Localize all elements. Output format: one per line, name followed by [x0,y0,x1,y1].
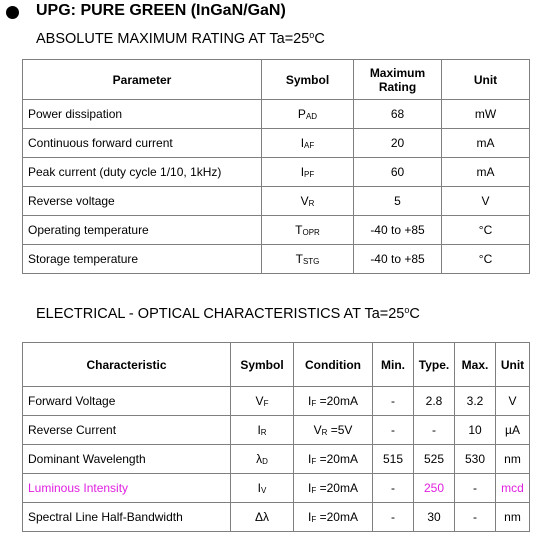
symbol-letter: I [257,481,261,495]
eo-table [22,342,530,532]
max-cell: - [455,503,496,532]
max-cell: - [455,474,496,503]
unit-cell: V [496,387,530,416]
typ-cell: 2.8 [414,387,455,416]
symbol-letter: Δλ [254,510,269,524]
condition-subscript: F [311,486,317,495]
condition-subscript: F [311,399,317,408]
table-row [23,387,530,416]
symbol-letter: I [300,165,305,179]
unit-cell: µA [496,416,530,445]
symbol-subscript: R [308,199,315,208]
condition-subscript: F [311,515,317,524]
symbol-subscript: AF [304,141,315,150]
min-cell: - [373,503,414,532]
characteristic-cell: Spectral Line Half-Bandwidth [23,503,231,532]
characteristic-cell: Luminous Intensity [23,474,231,503]
condition-cell [294,387,373,416]
typ-cell: 30 [414,503,455,532]
header-characteristic: Characteristic [23,343,231,387]
table-row [23,187,530,216]
value-cell: -40 to +85 [354,216,442,245]
param-cell: Storage temperature [23,245,262,274]
table-row [23,100,530,129]
symbol-letter: P [297,107,306,121]
bullet-icon [6,6,19,19]
condition-subscript: F [311,457,317,466]
eo-heading-unit: C [409,306,420,322]
condition-cell [294,445,373,474]
condition-value: =20mA [316,452,358,466]
unit-cell: °C [442,216,530,245]
header-max-rating: Maximum Rating [354,60,442,100]
characteristic-cell: Dominant Wavelength [23,445,231,474]
table-row [23,158,530,187]
table-row [23,445,530,474]
unit-cell: nm [496,503,530,532]
header-unit: Unit [442,60,530,100]
unit-cell: mA [442,158,530,187]
symbol-cell [262,216,354,245]
condition-subscript: R [321,428,328,437]
unit-cell: mcd [496,474,530,503]
header-parameter: Parameter [23,60,262,100]
abs-max-heading [36,31,325,47]
symbol-cell [231,474,294,503]
symbol-subscript: R [260,428,267,437]
condition-letter: I [308,394,312,408]
condition-letter: V [313,423,322,437]
value-cell: -40 to +85 [354,245,442,274]
param-cell: Continuous forward current [23,129,262,158]
symbol-cell [262,245,354,274]
eo-heading [36,306,420,322]
table-row [23,416,530,445]
abs-max-table [22,59,530,274]
header-unit: Unit [496,343,530,387]
characteristic-cell: Reverse Current [23,416,231,445]
symbol-subscript: V [261,486,267,495]
symbol-subscript: D [262,457,268,466]
symbol-subscript: F [263,399,269,408]
header-min: Min. [373,343,414,387]
abs-heading-unit: C [314,31,325,47]
param-cell: Peak current (duty cycle 1/10, 1kHz) [23,158,262,187]
header-typ: Type. [414,343,455,387]
table-row [23,245,530,274]
degree-mark: o [309,30,315,40]
symbol-letter: λ [256,452,263,466]
symbol-letter: T [295,252,303,266]
condition-cell [294,416,373,445]
symbol-cell [262,129,354,158]
unit-cell: mW [442,100,530,129]
symbol-subscript: PF [304,170,315,179]
min-cell: - [373,387,414,416]
symbol-cell [262,158,354,187]
param-cell: Power dissipation [23,100,262,129]
value-cell: 20 [354,129,442,158]
table-row [23,503,530,532]
symbol-letter: I [257,423,261,437]
symbol-letter: V [300,194,309,208]
condition-value: =20mA [316,394,358,408]
condition-letter: I [308,510,312,524]
condition-cell [294,474,373,503]
condition-letter: I [308,452,312,466]
header-max: Max. [455,343,496,387]
condition-value: =20mA [316,510,358,524]
symbol-cell [231,503,294,532]
table-row [23,129,530,158]
unit-cell: °C [442,245,530,274]
symbol-letter: I [300,136,305,150]
degree-mark: o [404,305,410,315]
typ-cell: - [414,416,455,445]
header-symbol: Symbol [262,60,354,100]
header-symbol: Symbol [231,343,294,387]
symbol-subscript: OPR [302,228,320,237]
symbol-subscript: STG [302,257,320,266]
header-condition: Condition [294,343,373,387]
symbol-cell [231,416,294,445]
symbol-subscript: AD [305,112,318,121]
eo-heading-text: ELECTRICAL - OPTICAL CHARACTERISTICS AT Ta=25 [36,306,405,322]
value-cell: 60 [354,158,442,187]
unit-cell: V [442,187,530,216]
min-cell: - [373,416,414,445]
param-cell: Operating temperature [23,216,262,245]
min-cell: 515 [373,445,414,474]
symbol-cell [231,387,294,416]
unit-cell: mA [442,129,530,158]
max-cell: 3.2 [455,387,496,416]
symbol-letter: T [295,223,303,237]
unit-cell: nm [496,445,530,474]
max-cell: 10 [455,416,496,445]
characteristic-cell: Forward Voltage [23,387,231,416]
condition-value: =5V [327,423,353,437]
condition-letter: I [308,481,312,495]
symbol-cell [231,445,294,474]
abs-heading-text: ABSOLUTE MAXIMUM RATING AT Ta=25 [36,31,310,47]
table-row [23,474,530,503]
symbol-letter: V [255,394,264,408]
condition-cell [294,503,373,532]
table-row [23,216,530,245]
typ-cell: 525 [414,445,455,474]
max-cell: 530 [455,445,496,474]
min-cell: - [373,474,414,503]
typ-cell: 250 [414,474,455,503]
symbol-cell [262,187,354,216]
value-cell: 68 [354,100,442,129]
section-title: UPG: PURE GREEN (InGaN/GaN) [36,2,286,19]
symbol-cell [262,100,354,129]
param-cell: Reverse voltage [23,187,262,216]
condition-value: =20mA [316,481,358,495]
value-cell: 5 [354,187,442,216]
